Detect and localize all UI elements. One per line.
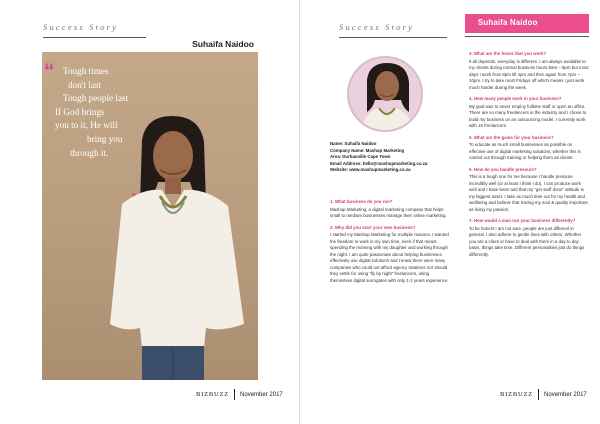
info-value: Suhaifa Naidoo [344, 141, 377, 146]
tag-rule [465, 36, 589, 37]
contact-details [330, 141, 427, 174]
section-header: Success Story [339, 22, 415, 32]
footer-issue: November 2017 [240, 391, 283, 398]
info-value: Durbanville Cape Town [342, 154, 391, 160]
qa-question: 2. Why did you start your own business? [330, 224, 416, 230]
quote-line: through it. [70, 147, 109, 158]
qa-question: 4. How many people work in your business? [469, 96, 562, 101]
qa-answer: To educate as much small businesses as possible on effective use of digital marketing solutions, whether this is carried out through training or helping them as clients. [469, 142, 581, 160]
qa-question: 7. How would a man run your business differently? [469, 218, 576, 223]
header-rule [339, 37, 447, 38]
info-label: Name: [330, 141, 344, 146]
qa-column-left [330, 199, 450, 289]
quote-line: don't last [68, 79, 102, 90]
qa-answer: Mashup Marketing, a digital marketing company that helps small to medium businesses manage their online marketing. [330, 206, 447, 218]
qa-question: 6. How do you handle pressure? [469, 166, 537, 172]
footer-divider [538, 389, 539, 400]
info-value: www.mashupmarketing.co.za [349, 167, 411, 173]
info-company [330, 148, 427, 155]
qa-answer: To be honest I am not sure, people are just different in general. I also adhere to gentle lines with others. Whether you are a client or have to deal with them in a day to day basis, things take time. Different personalities just do things differently. [469, 225, 585, 257]
info-label: Company Name: [330, 147, 365, 153]
feature-photo [42, 52, 258, 380]
woman-portrait-illustration [102, 112, 258, 380]
info-label: Email Address: [330, 160, 362, 166]
woman-headshot-illustration [349, 58, 423, 132]
footer-issue: November 2017 [544, 391, 587, 398]
qa-answer: My goal was to never employ fulltime staff or open an office. There are so many freelancers in the industry and I chose to build my business on an outsourcing model. I currently work with 15 freelancers. [469, 103, 587, 128]
qa-answer: This is a tough one for me because I handle pressure incredibly well (or at least I think I do). I can produce work well and I have been told that my “get stuff done” attitude is my biggest asset. I take as much time out for my health and wellbeing and believe that having my soul & quality important as living my passion. [469, 174, 588, 212]
quote-line: Tough people last [63, 93, 129, 104]
name-tag-label: Suhaifa Naidoo [478, 18, 538, 27]
page-footer [500, 389, 587, 400]
section-header: Success Story [43, 22, 119, 32]
qa-answer: I started my Mashup Marketing for multiple reasons. I wanted the freedom to work in my own time, even if that meant spending the morning with my daughter and working through the night. I am quite passionate about helping businesses effectively use digital solutions and I knew there were many companies who could not afford agency retainers nor should they settle for using “fly by night” freelancers, using themselves digital surrogates with only 1-2 years experience. [330, 232, 449, 283]
quote-line: Tough times [63, 66, 109, 76]
info-area [330, 154, 427, 161]
profile-portrait [347, 56, 423, 132]
open-quote-icon: “ [44, 60, 55, 83]
qa-question: 1. What business do you run? [330, 199, 393, 204]
info-label: Website: [330, 167, 349, 173]
info-email [330, 161, 427, 168]
info-label: Area: [330, 154, 342, 160]
info-value: Mashup Marketing [365, 147, 405, 153]
qa-question: 5. What are the goals for your business? [469, 134, 554, 140]
info-website [330, 167, 427, 174]
footer-brand: BIZBUZZ [196, 391, 230, 398]
info-value: hello@mashupmarketing.co.za [362, 160, 428, 166]
quote-line: If God brings [55, 106, 105, 117]
header-rule [43, 37, 146, 38]
info-name [330, 141, 427, 148]
qa-question: 3. What are the hours that you work? [469, 51, 547, 56]
qa-answer: It all depends, everyday is different. I am always available to my clients during normal business hours 8am – 5pm but most days I work from 8pm till 4pm and then again from 7pm – 10pm. I try to take most Fridays off which means I just work much harder during the week. [469, 58, 589, 90]
name-heading: Suhaifa Naidoo [192, 39, 254, 49]
page-footer [196, 389, 283, 400]
footer-divider [234, 389, 235, 400]
footer-brand: BIZBUZZ [500, 391, 534, 398]
quote-line: bring you [87, 133, 123, 144]
qa-column-right [469, 51, 589, 263]
quote-line: you to it, He will [55, 120, 118, 131]
right-page [300, 0, 600, 424]
